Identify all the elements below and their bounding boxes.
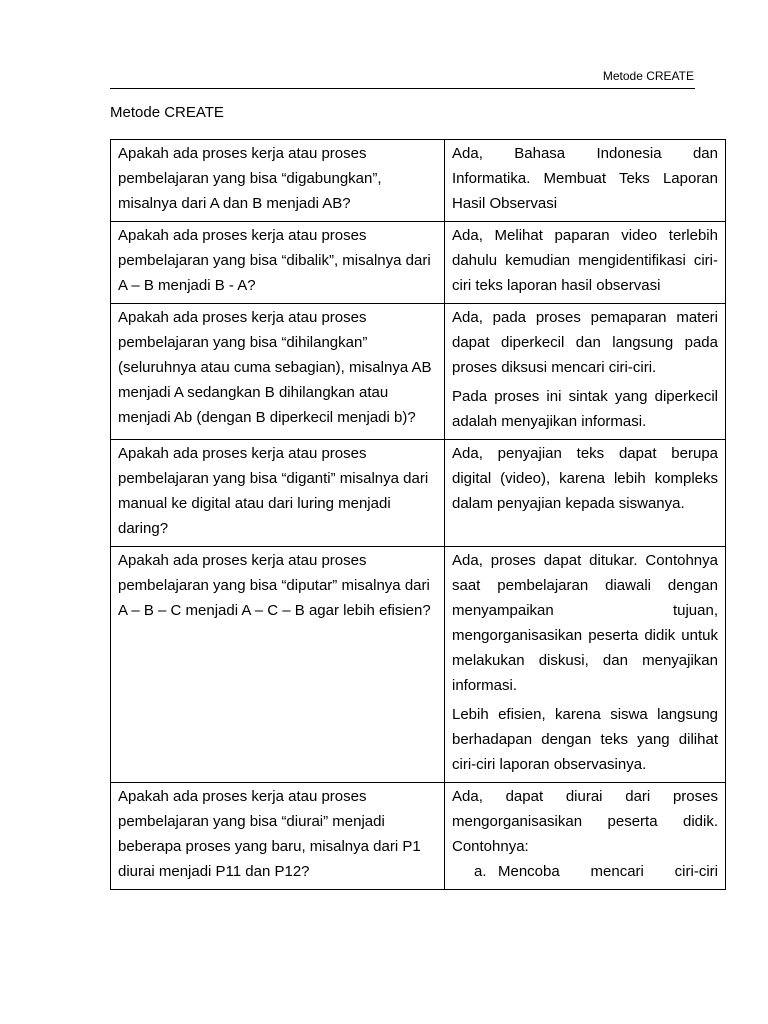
answer-cell xyxy=(445,140,726,222)
answer-paragraph: Ada, Bahasa Indonesia dan Informatika. Membuat Teks Laporan Hasil Observasi xyxy=(452,145,718,212)
question-text: Apakah ada proses kerja atau proses pembelajaran yang bisa “diputar” misalnya dari A – B – C menjadi A – C – B agar lebih efisien? xyxy=(118,552,431,619)
list-marker: a. xyxy=(474,863,487,880)
answer-paragraph: Pada proses ini sintak yang diperkecil adalah menyajikan informasi. xyxy=(452,388,718,430)
question-cell xyxy=(111,304,445,440)
table-row xyxy=(111,140,726,222)
answer-cell xyxy=(445,222,726,304)
table-row xyxy=(111,783,726,890)
table-row xyxy=(111,304,726,440)
answer-paragraph: Ada, penyajian teks dapat berupa digital (video), karena lebih kompleks dalam penyajian kepada siswanya. xyxy=(452,445,718,512)
answer-cell xyxy=(445,547,726,783)
header-rule xyxy=(110,88,695,89)
question-text: Apakah ada proses kerja atau proses pembelajaran yang bisa “diganti” misalnya dari manual ke digital atau dari luring menjadi daring? xyxy=(118,445,429,537)
table-row xyxy=(111,440,726,547)
question-text: Apakah ada proses kerja atau proses pembelajaran yang bisa “diurai” menjadi beberapa proses yang baru, misalnya dari P1 diurai menjadi P11 dan P12? xyxy=(118,788,421,880)
question-cell xyxy=(111,547,445,783)
answer-paragraph: Ada, dapat diurai dari proses mengorganisasikan peserta didik. Contohnya: xyxy=(452,788,718,855)
running-header: Metode CREATE xyxy=(602,69,694,83)
answer-paragraph: Ada, Melihat paparan video terlebih dahulu kemudian mengidentifikasi ciri-ciri teks laporan hasil observasi xyxy=(452,227,718,294)
answer-paragraph: Lebih efisien, karena siswa langsung berhadapan dengan teks yang dilihat ciri-ciri laporan observasinya. xyxy=(452,706,718,773)
list-item xyxy=(452,859,718,884)
question-cell xyxy=(111,140,445,222)
answer-paragraph: Ada, proses dapat ditukar. Contohnya saat pembelajaran diawali dengan menyampaikan tujuan, mengorganisasikan peserta didik untuk melakukan diskusi, dan menyajikan informasi. xyxy=(452,552,718,694)
list-item-text: Mencoba mencari ciri-ciri xyxy=(498,863,718,880)
table-row xyxy=(111,547,726,783)
answer-paragraph: Ada, pada proses pemaparan materi dapat diperkecil dan langsung pada proses diksusi mencari ciri-ciri. xyxy=(452,309,718,376)
answer-cell xyxy=(445,304,726,440)
question-text: Apakah ada proses kerja atau proses pembelajaran yang bisa “digabungkan”, misalnya dari A dan B menjadi AB? xyxy=(118,145,382,212)
answer-cell xyxy=(445,783,726,890)
create-method-table xyxy=(110,139,726,890)
table-row xyxy=(111,222,726,304)
question-cell xyxy=(111,222,445,304)
answer-cell xyxy=(445,440,726,547)
question-text: Apakah ada proses kerja atau proses pembelajaran yang bisa “dihilangkan” (seluruhnya atau cuma sebagian), misalnya AB menjadi A sedangkan B dihilangkan atau menjadi Ab (dengan B diperkecil menjadi b)? xyxy=(118,309,432,426)
question-text: Apakah ada proses kerja atau proses pembelajaran yang bisa “dibalik”, misalnya dari A – B menjadi B - A? xyxy=(118,227,431,294)
question-cell xyxy=(111,783,445,890)
question-cell xyxy=(111,440,445,547)
document-title: Metode CREATE xyxy=(110,104,224,121)
answer-list xyxy=(452,859,718,884)
